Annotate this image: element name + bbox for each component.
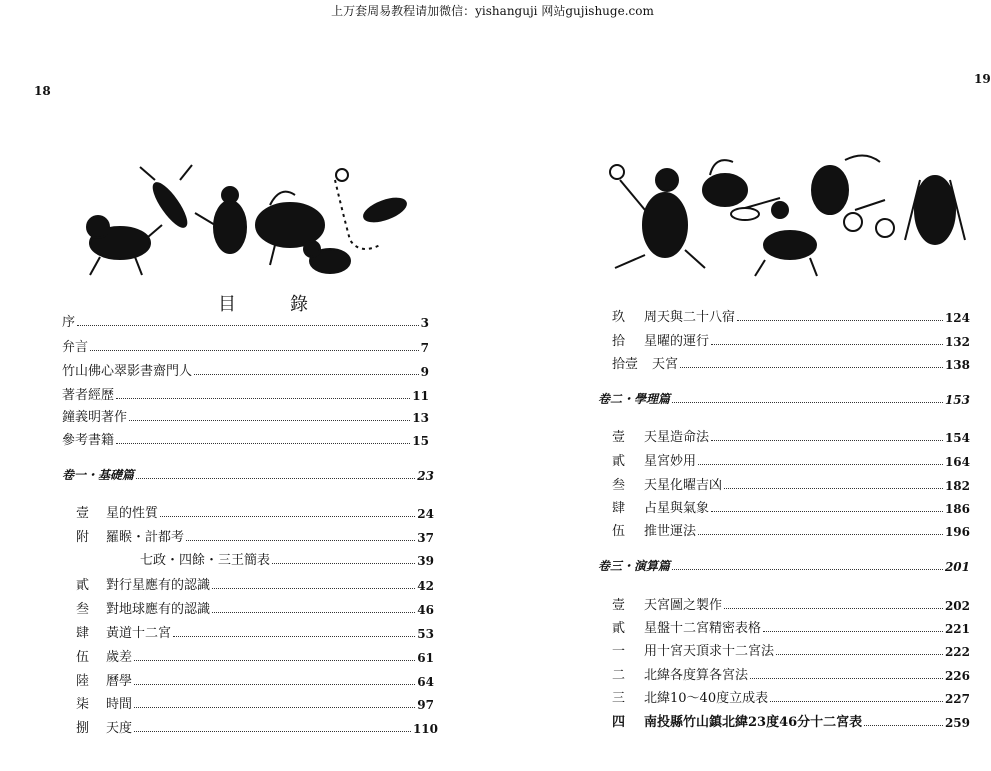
toc-entry-page: 138: [944, 358, 970, 372]
toc-entry-number: 二: [612, 668, 626, 683]
toc-entry-label: 竹山佛心翠影書齋門人: [62, 364, 193, 379]
toc-entry-page: 202: [944, 599, 970, 613]
toc-entry-page: 23: [417, 469, 434, 483]
leader-dots: [672, 401, 943, 403]
toc-entry-label: 天度: [106, 721, 133, 736]
leader-dots: [698, 463, 943, 465]
toc-entry-number: 拾: [612, 334, 626, 349]
toc-title: 目 錄: [218, 294, 326, 315]
toc-entry[interactable]: [612, 497, 970, 516]
toc-entry-page: 132: [944, 335, 970, 349]
leader-dots: [116, 442, 410, 444]
toc-entry-page: 13: [412, 411, 429, 425]
toc-entry[interactable]: [612, 330, 970, 349]
leader-dots: [116, 397, 410, 399]
toc-entry[interactable]: [76, 502, 434, 521]
toc-entry-label: 周天與二十八宿: [644, 310, 736, 325]
toc-entry-page: 24: [417, 507, 434, 521]
leader-dots: [129, 419, 410, 421]
toc-entry-page: 182: [944, 479, 970, 493]
toc-entry[interactable]: [612, 306, 970, 325]
toc-entry[interactable]: [76, 598, 434, 617]
leader-dots: [711, 439, 943, 441]
toc-entry-page: 61: [417, 651, 434, 665]
zodiac-illustration-left: [80, 165, 420, 285]
toc-entry[interactable]: [76, 622, 434, 641]
toc-entry[interactable]: [612, 711, 970, 730]
toc-entry-page: 46: [417, 603, 434, 617]
toc-entry-page: 201: [944, 560, 970, 574]
toc-entry[interactable]: [62, 360, 429, 379]
toc-entry[interactable]: [612, 617, 970, 636]
toc-entry-label: 卷二・學理篇: [598, 392, 671, 406]
toc-entry-label: 星的性質: [106, 506, 159, 521]
toc-entry[interactable]: [612, 450, 970, 469]
toc-entry-page: 164: [944, 455, 970, 469]
toc-entry[interactable]: [62, 406, 429, 425]
toc-entry-label: 對行星應有的認識: [106, 578, 211, 593]
toc-volume-heading[interactable]: [598, 390, 970, 407]
leader-dots: [737, 319, 943, 321]
toc-entry-label: 南投縣竹山鎮北緯23度46分十二宮表: [644, 715, 863, 730]
leader-dots: [134, 706, 415, 708]
toc-entry[interactable]: [140, 549, 434, 568]
toc-entry-label: 天星造命法: [644, 430, 710, 445]
toc-entry-number: 壹: [76, 506, 90, 521]
toc-entry-number: 柒: [76, 697, 90, 712]
toc-entry-page: 110: [412, 722, 438, 736]
toc-entry-page: 259: [944, 716, 970, 730]
toc-entry-label: 星曜的運行: [644, 334, 710, 349]
toc-entry-number: 叁: [76, 602, 90, 617]
toc-entry[interactable]: [612, 640, 970, 659]
toc-entry-page: 124: [944, 311, 970, 325]
toc-entry[interactable]: [76, 717, 438, 736]
toc-entry[interactable]: [612, 474, 970, 493]
toc-entry-label: 參考書籍: [62, 433, 115, 448]
toc-entry-number: 肆: [76, 626, 90, 641]
toc-entry-number: 貳: [612, 621, 626, 636]
leader-dots: [770, 700, 943, 702]
toc-entry[interactable]: [612, 687, 970, 706]
leader-dots: [711, 343, 943, 345]
zodiac-illustration-right: [605, 150, 975, 280]
toc-entry-number: 三: [612, 691, 626, 706]
toc-entry-number: 壹: [612, 430, 626, 445]
toc-entry[interactable]: [62, 384, 429, 403]
toc-entry-page: 53: [417, 627, 434, 641]
toc-entry-label: 弁言: [62, 340, 89, 355]
toc-entry-label: 羅睺・計都考: [106, 530, 185, 545]
toc-entry-page: 39: [417, 554, 434, 568]
toc-entry-number: 拾壹: [612, 357, 639, 372]
toc-entry-label: 北緯10～40度立成表: [644, 691, 769, 706]
toc-entry[interactable]: [62, 336, 429, 355]
toc-entry[interactable]: [76, 693, 434, 712]
toc-entry-number: 貳: [612, 454, 626, 469]
toc-entry-label: 卷三・演算篇: [598, 559, 671, 573]
right-page-number: 19: [974, 72, 991, 86]
leader-dots: [212, 587, 415, 589]
toc-entry-number: 陸: [76, 674, 90, 689]
toc-entry-number: 四: [612, 715, 626, 730]
toc-entry-label: 星盤十二宮精密表格: [644, 621, 762, 636]
toc-entry-number: 玖: [612, 310, 626, 325]
toc-entry-number: 壹: [612, 598, 626, 613]
toc-entry-number: 伍: [612, 524, 626, 539]
toc-entry-label: 鐘義明著作: [62, 410, 128, 425]
toc-entry-page: 7: [420, 341, 429, 355]
toc-volume-heading[interactable]: [62, 466, 434, 483]
toc-entry[interactable]: [612, 594, 970, 613]
toc-entry-label: 占星與氣象: [644, 501, 710, 516]
toc-entry[interactable]: [76, 670, 434, 689]
toc-entry-label: 七政・四餘・三王簡表: [140, 553, 271, 568]
leader-dots: [698, 533, 943, 535]
leader-dots: [711, 510, 943, 512]
toc-entry-label: 星宮妙用: [644, 454, 697, 469]
leader-dots: [672, 568, 943, 570]
toc-entry-label: 北緯各度算各宮法: [644, 668, 749, 683]
toc-entry-number: 捌: [76, 721, 90, 736]
toc-entry-label: 對地球應有的認識: [106, 602, 211, 617]
toc-entry-page: 222: [944, 645, 970, 659]
leader-dots: [134, 730, 411, 732]
toc-entry[interactable]: [62, 311, 429, 330]
toc-entry-page: 11: [412, 389, 429, 403]
toc-entry-page: 186: [944, 502, 970, 516]
toc-entry-label: 用十宮天頂求十二宮法: [644, 644, 775, 659]
leader-dots: [724, 487, 943, 489]
leader-dots: [864, 724, 943, 726]
toc-entry-page: 97: [417, 698, 434, 712]
toc-entry-page: 221: [944, 622, 970, 636]
left-page-number: 18: [34, 84, 51, 98]
leader-dots: [724, 607, 943, 609]
toc-entry-label: 天宮圖之製作: [644, 598, 723, 613]
toc-entry-page: 3: [420, 316, 429, 330]
toc-entry-number: 附: [76, 530, 90, 545]
toc-entry-page: 64: [417, 675, 434, 689]
toc-entry[interactable]: [612, 520, 970, 539]
toc-entry[interactable]: [612, 664, 970, 683]
leader-dots: [750, 677, 943, 679]
toc-entry-page: 227: [944, 692, 970, 706]
toc-entry-label: 序: [62, 315, 76, 330]
toc-entry-page: 153: [944, 393, 970, 407]
toc-entry-label: 曆學: [106, 674, 133, 689]
leader-dots: [272, 562, 415, 564]
toc-entry-number: 一: [612, 644, 626, 659]
leader-dots: [186, 539, 415, 541]
toc-entry[interactable]: [62, 429, 429, 448]
toc-entry-page: 226: [944, 669, 970, 683]
toc-entry-number: 肆: [612, 501, 626, 516]
toc-entry-label: 天宮: [652, 357, 679, 372]
leader-dots: [134, 683, 415, 685]
toc-entry-page: 15: [412, 434, 429, 448]
leader-dots: [173, 635, 415, 637]
toc-entry-number: 叁: [612, 478, 626, 493]
source-banner: 上万套周易教程请加微信：yishanguji 网站gujishuge.com: [331, 4, 654, 18]
toc-entry[interactable]: [76, 646, 434, 665]
toc-entry[interactable]: [612, 353, 970, 372]
leader-dots: [136, 477, 415, 479]
toc-entry[interactable]: [612, 426, 970, 445]
toc-entry-page: 196: [944, 525, 970, 539]
toc-entry-number: 伍: [76, 650, 90, 665]
leader-dots: [763, 630, 943, 632]
leader-dots: [160, 515, 415, 517]
toc-entry-label: 黃道十二宮: [106, 626, 172, 641]
toc-entry-label: 時間: [106, 697, 133, 712]
leader-dots: [77, 324, 419, 326]
toc-entry-label: 推世運法: [644, 524, 697, 539]
toc-entry[interactable]: [76, 526, 434, 545]
leader-dots: [680, 366, 943, 368]
toc-entry-page: 42: [417, 579, 434, 593]
leader-dots: [212, 611, 415, 613]
leader-dots: [90, 349, 419, 351]
leader-dots: [134, 659, 415, 661]
toc-volume-heading[interactable]: [598, 557, 970, 574]
toc-entry-label: 歲差: [106, 650, 133, 665]
toc-entry-page: 154: [944, 431, 970, 445]
toc-entry-label: 著者經歷: [62, 388, 115, 403]
toc-entry-number: 貳: [76, 578, 90, 593]
toc-entry-label: 天星化曜吉凶: [644, 478, 723, 493]
toc-entry-label: 卷一・基礎篇: [62, 468, 135, 482]
toc-entry-page: 37: [417, 531, 434, 545]
leader-dots: [776, 653, 943, 655]
leader-dots: [194, 373, 419, 375]
toc-entry[interactable]: [76, 574, 434, 593]
toc-entry-page: 9: [420, 365, 429, 379]
